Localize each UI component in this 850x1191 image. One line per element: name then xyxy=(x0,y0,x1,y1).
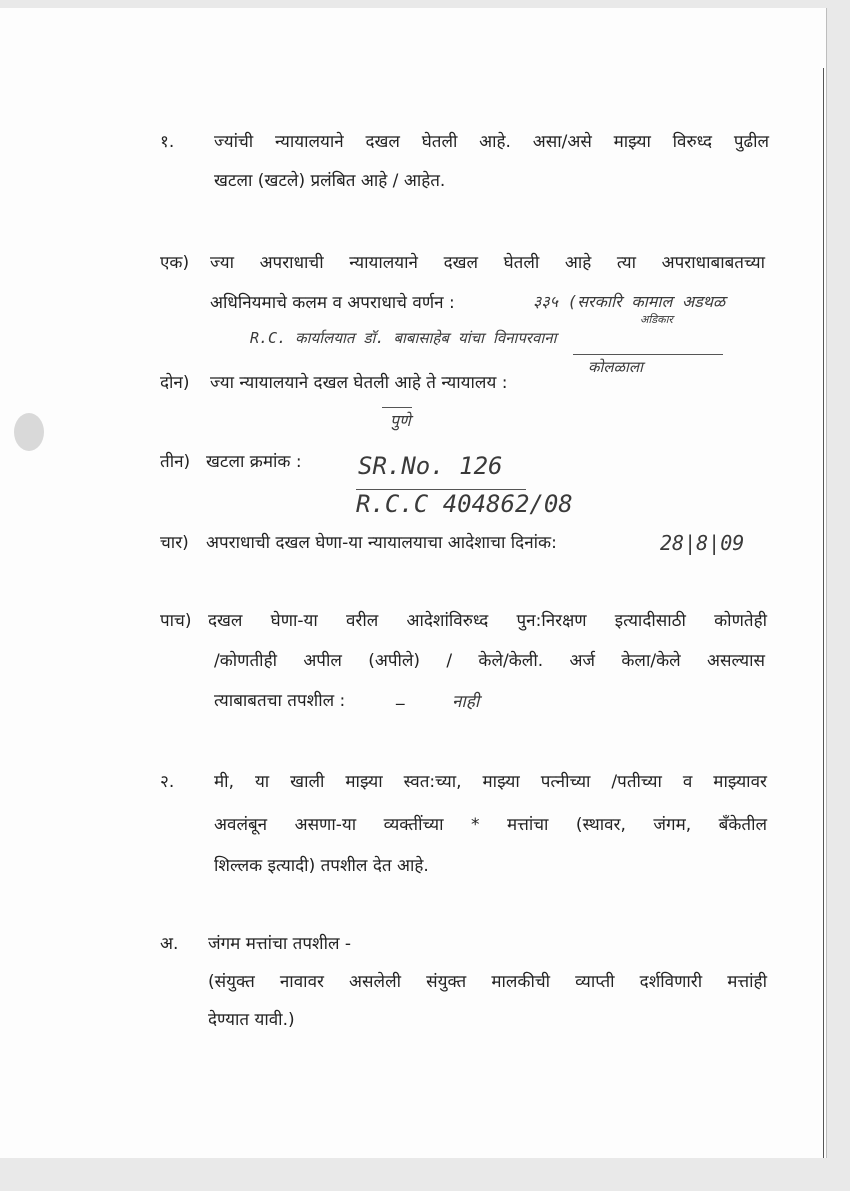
item-don-label: दोन) xyxy=(160,373,190,393)
section-a-note-line1: (संयुक्त नावावर असलेली संयुक्त मालकीची व्याप्ती दर्शविणारी मत्तांही xyxy=(208,972,767,992)
section2-line1: मी, या खाली माझ्या स्वत:च्या, माझ्या पत्नीच्या /पतीच्या व माझ्यावर xyxy=(214,772,767,792)
item-don-handwriting: पुणे xyxy=(390,411,411,430)
item-char-label: चार) xyxy=(160,533,189,553)
section-a-title: जंगम मत्तांचा तपशील - xyxy=(208,934,352,954)
item-pach-dash: _ xyxy=(396,686,405,706)
section-a-note-line2: देण्यात यावी.) xyxy=(208,1010,295,1030)
item-ek-label: एक) xyxy=(160,253,190,273)
handwriting-underline xyxy=(573,354,723,355)
item-ek-line2: अधिनियमाचे कलम व अपराधाचे वर्णन : xyxy=(210,293,455,313)
item-pach-line3: त्याबाबतचा तपशील : xyxy=(214,691,346,711)
section1-number: १. xyxy=(160,132,175,152)
page-edge-line xyxy=(823,68,824,1158)
item-char-handwriting: 28|8|09 xyxy=(660,531,745,555)
item-teen-text: खटला क्रमांक : xyxy=(206,452,302,472)
item-pach-label: पाच) xyxy=(160,611,192,631)
section2-line2: अवलंबून असणा-या व्यक्तींच्या * मत्तांचा (स्थावर, जंगम, बँकेतील xyxy=(214,815,767,835)
item-pach-line1: दखल घेणा-या वरील आदेशांविरुध्द पुन:निरक्षण इत्यादीसाठी कोणतेही xyxy=(208,611,767,631)
scan-smudge xyxy=(14,413,44,451)
section2-number: २. xyxy=(160,772,175,792)
item-ek-handwriting-line1: ३३५ (सरकारि कामाल अडथळ xyxy=(533,292,726,311)
item-ek-handwriting-above: अडिकार xyxy=(640,313,673,326)
item-teen-handwriting-2: R.C.C 404862/08 xyxy=(356,490,573,518)
section1-line2: खटला (खटले) प्रलंबित आहे / आहेत. xyxy=(214,171,446,191)
item-pach-handwriting: नाही xyxy=(452,692,480,712)
item-char-text: अपराधाची दखल घेणा-या न्यायालयाचा आदेशाचा दिनांक: xyxy=(206,533,557,553)
item-don-text: ज्या न्यायालयाने दखल घेतली आहे ते न्यायालय : xyxy=(210,373,508,393)
section2-line3: शिल्लक इत्यादी) तपशील देत आहे. xyxy=(214,856,429,876)
section1-line1: ज्यांची न्यायालयाने दखल घेतली आहे. असा/असे माझ्या विरुध्द पुढील xyxy=(214,132,769,152)
item-ek-line1: ज्या अपराधाची न्यायालयाने दखल घेतली आहे त्या अपराधाबाबतच्या xyxy=(210,253,765,273)
item-teen-label: तीन) xyxy=(160,452,191,472)
item-ek-handwriting-line2: R.C. कार्यालयात डॉ. बाबासाहेब यांचा विनापरवाना xyxy=(250,329,557,347)
document-page xyxy=(0,8,827,1158)
item-ek-handwriting-line3: कोलळाला xyxy=(588,358,643,376)
section-a-number: अ. xyxy=(160,934,179,954)
item-teen-handwriting-1: SR.No. 126 xyxy=(358,452,503,480)
item-pach-line2: /कोणतीही अपील (अपीले) / केले/केली. अर्ज केला/केले असल्यास xyxy=(214,651,765,671)
handwriting-overline xyxy=(382,407,412,408)
